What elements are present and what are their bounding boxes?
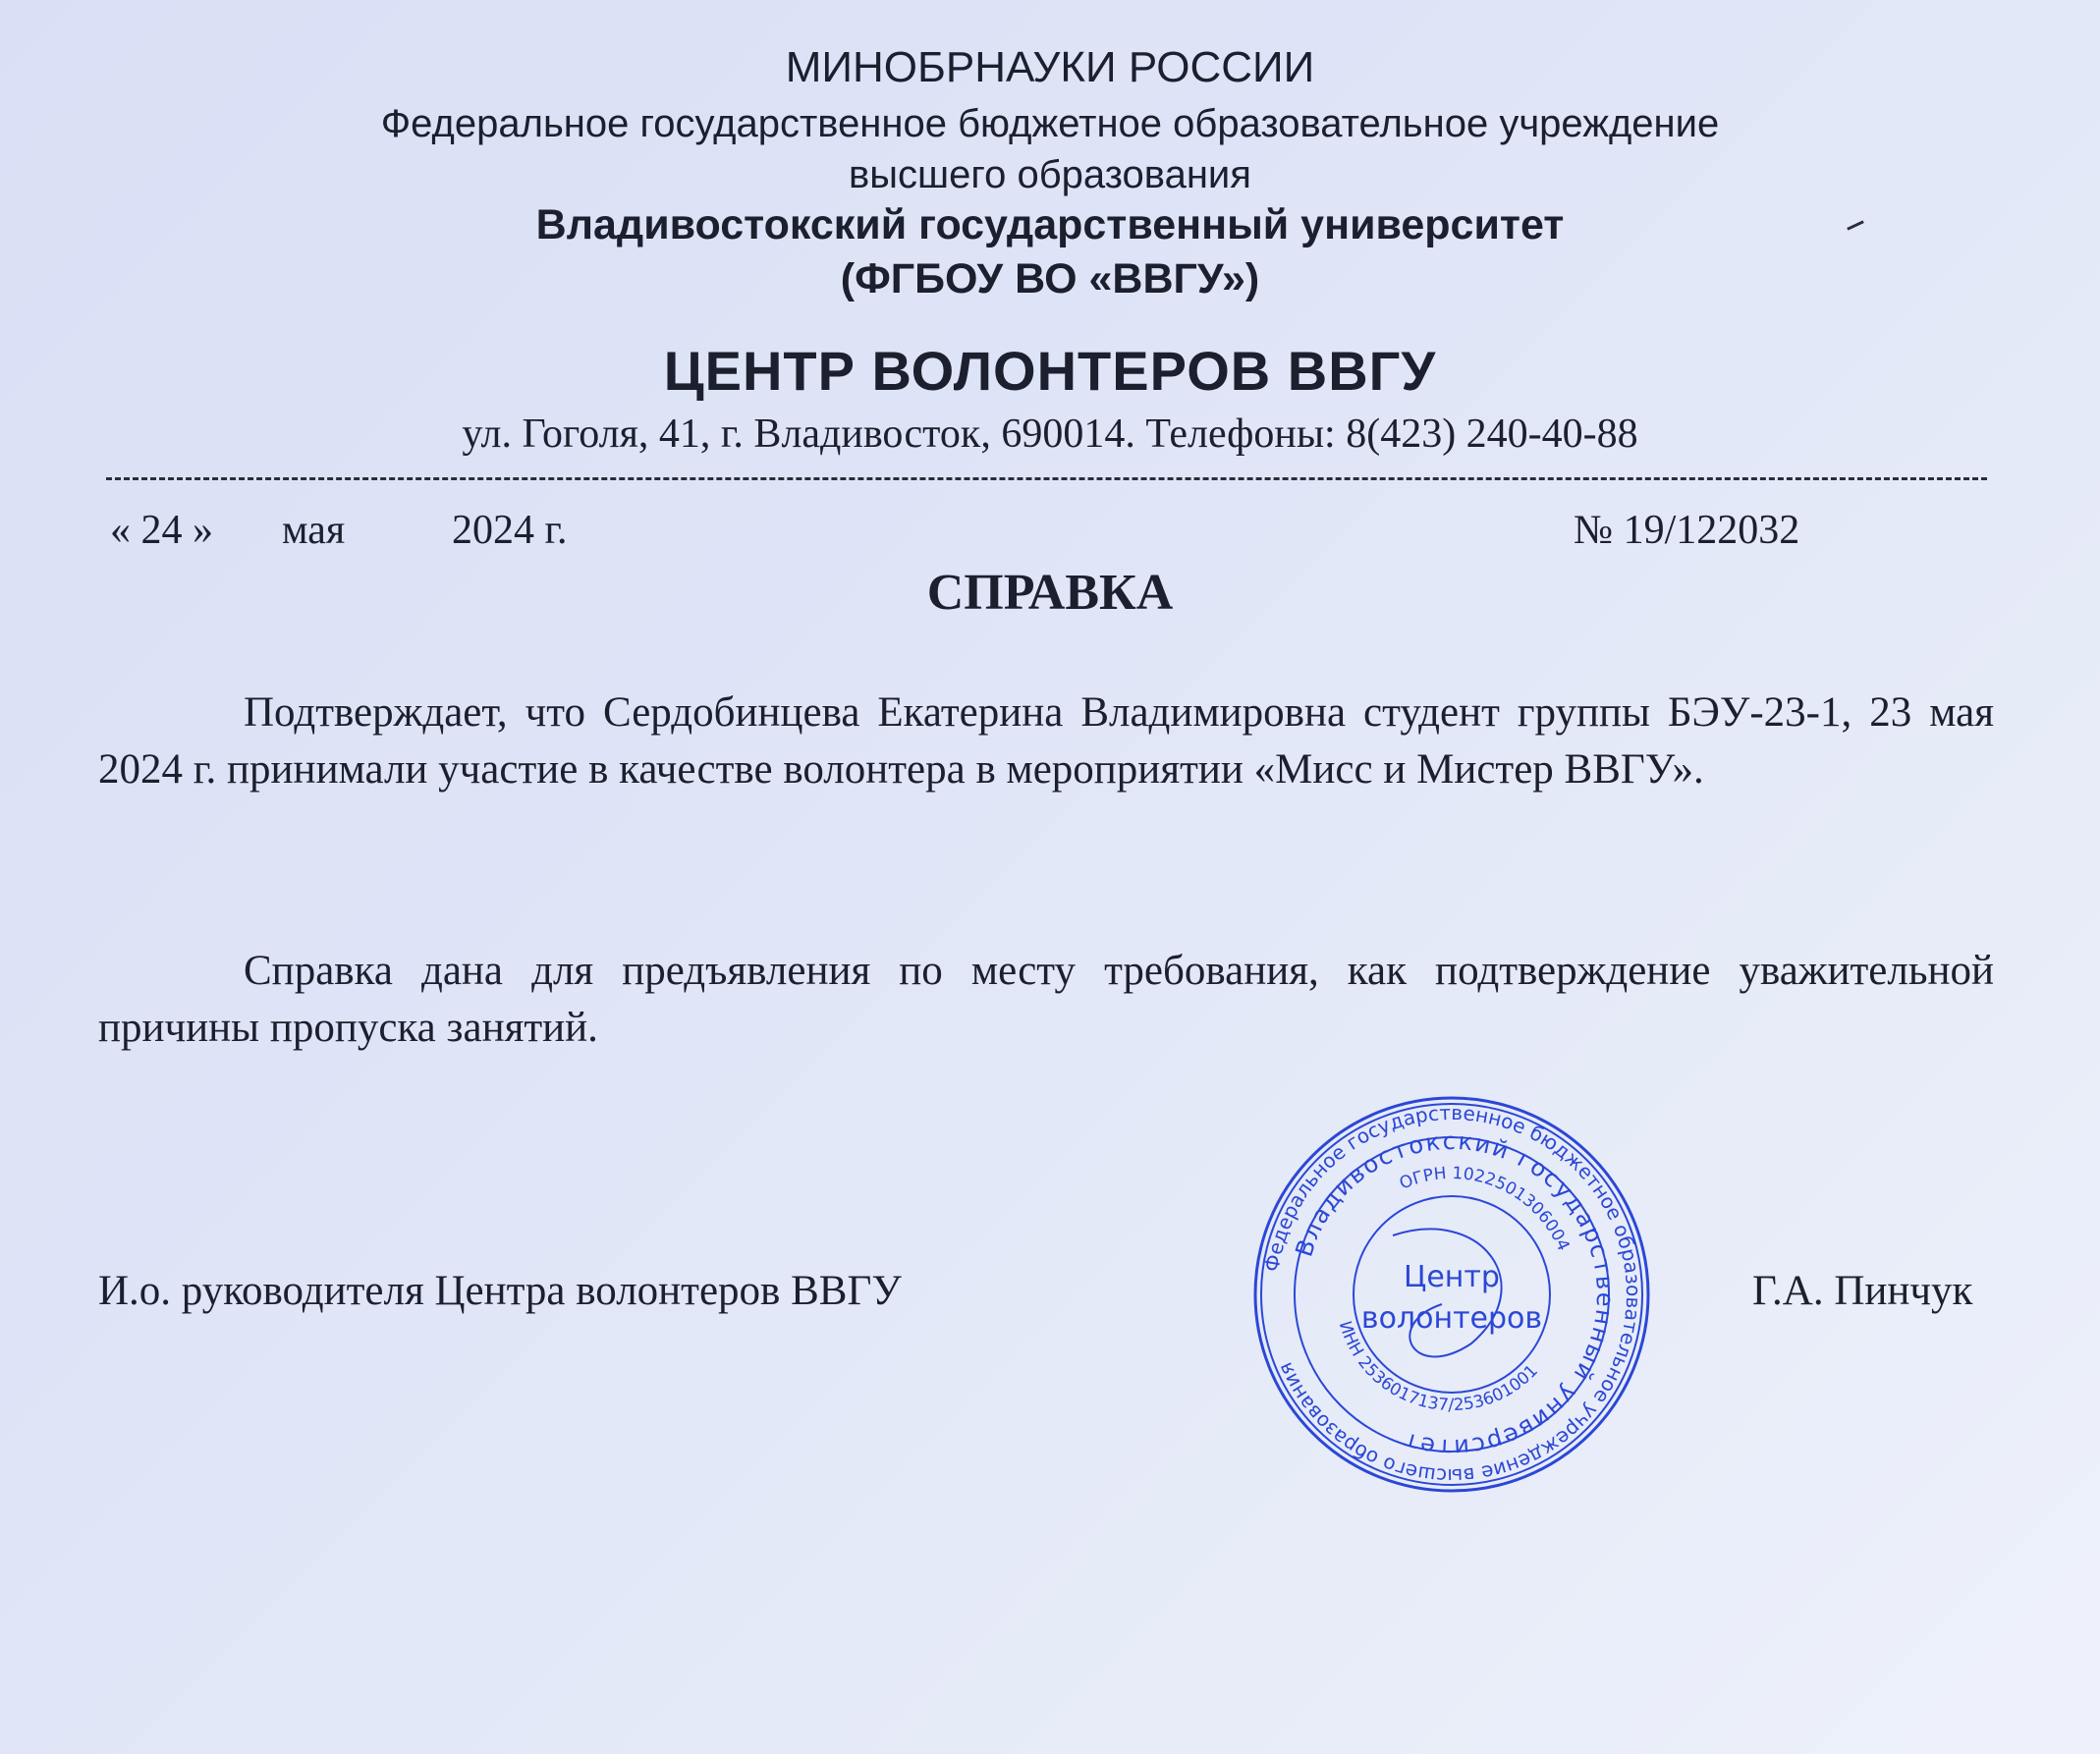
stamp-inn-text: ИНН 2536017137/253601001 <box>1334 1318 1542 1416</box>
ministry-heading: МИНОБРНАУКИ РОССИИ <box>785 43 1315 91</box>
document-number: № 19/122032 <box>1574 508 1800 553</box>
stamp-center-line-1: Центр <box>1404 1260 1500 1294</box>
stamp-inner-border <box>1354 1196 1550 1393</box>
header-divider <box>106 477 1987 480</box>
center-name: ЦЕНТР ВОЛОНТЕРОВ ВВГУ <box>663 340 1437 402</box>
institution-level: высшего образования <box>849 153 1251 196</box>
body-paragraph-1: Подтверждает, что Сердобинцева Екатерина Владимировна студент группы БЭУ-23-1, 23 мая 2024 г. принимали участие в качестве волонтера в мероприятии «Мисс и Мистер ВВГУ». <box>98 689 1994 793</box>
stamp-outer-border <box>1255 1098 1648 1491</box>
signatory-name: Г.А. Пинчук <box>1752 1268 1973 1314</box>
institution-type: Федеральное государственное бюджетное образовательное учреждение <box>380 102 1720 145</box>
stamp-graphic <box>1245 1088 1658 1501</box>
document-title: СПРАВКА <box>926 565 1174 621</box>
date-day: « 24 » <box>110 508 213 553</box>
body-paragraph-2: Справка дана для предъявления по месту требования, как подтверждение уважительной причины пропуска занятий. <box>98 948 1994 1051</box>
date-month: мая <box>282 508 346 553</box>
university-abbreviation: (ФГБОУ ВО «ВВГУ») <box>840 255 1260 302</box>
signatory-position: И.о. руководителя Центра волонтеров ВВГУ <box>98 1268 902 1314</box>
stamp-center-line-2: волонтеров <box>1360 1301 1543 1336</box>
stamp-inner-text: Владивостокский государственный университет <box>1290 1126 1620 1462</box>
center-address: ул. Гоголя, 41, г. Владивосток, 690014. Телефоны: 8(423) 240-40-88 <box>462 411 1638 457</box>
date-year: 2024 г. <box>452 508 568 553</box>
official-stamp <box>1245 1088 1658 1501</box>
stamp-ogrn-text: ОГРН 1022501306004 <box>1397 1163 1574 1254</box>
stamp-outer-text: Федеральное государственное бюджетное образовательное учреждение высшего образования <box>1259 1100 1646 1489</box>
university-name: Владивостокский государственный университет <box>535 201 1565 248</box>
